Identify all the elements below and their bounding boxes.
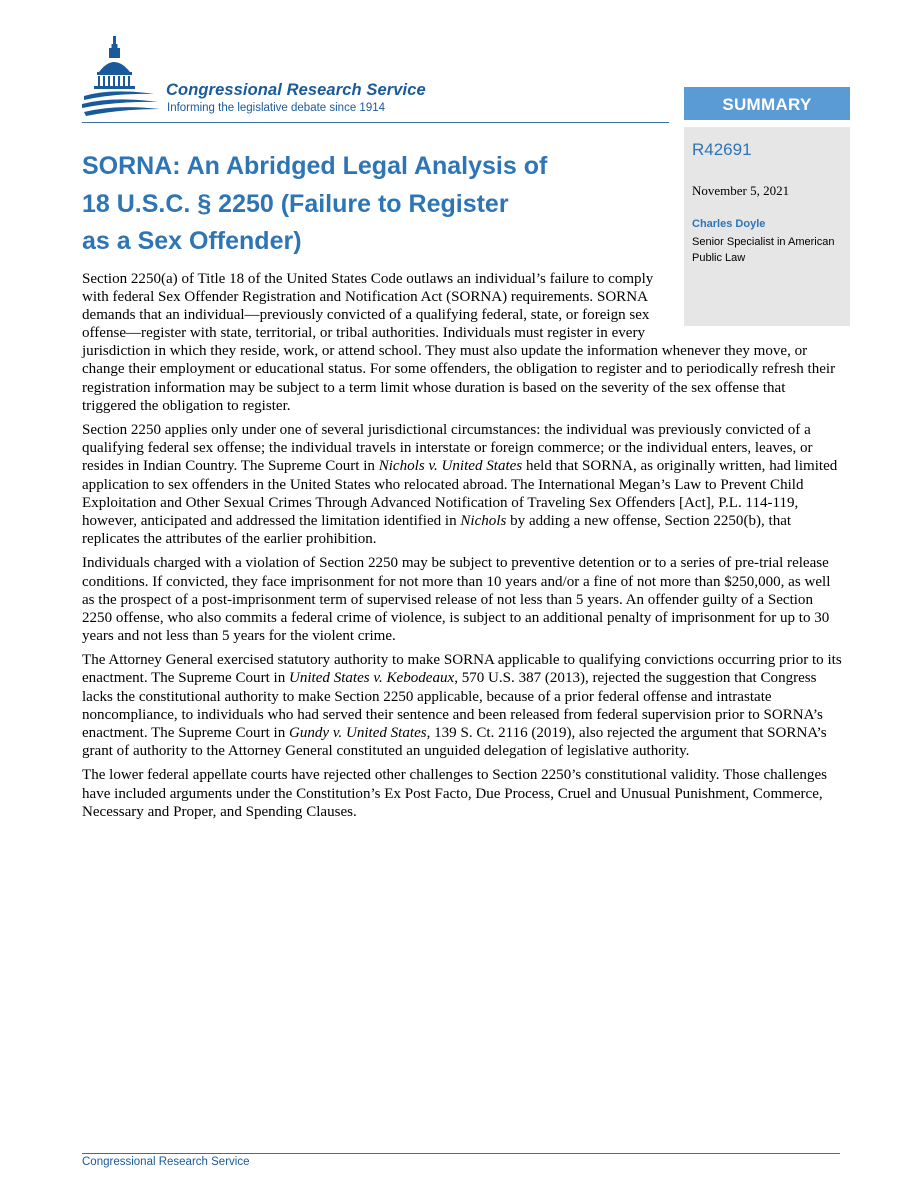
paragraph-4-text-a: The Attorney General exercised statutory authority to make SORNA applicable to qualifying convictions occurring prior to its enactment. The Supreme Court in [82,652,842,687]
author-name: Charles Doyle [692,218,766,230]
paragraph-2-text-a: Section 2250 applies only under one of several jurisdictional circumstances: the individual was previously convicted of a qualifying federal sex offense; the individual travels in interstate or foreign commerce; or the individual enters, leaves, or resides in Indian Country. The Supreme Court in [82,422,813,475]
paragraph-2 [82,421,842,548]
paragraph-3: Individuals charged with a violation of Section 2250 may be subject to preventive detention or to a series of pre-trial release conditions. If convicted, they face imprisonment for not more than 10 years and/or a fine of not more than $250,000, as well as the prospect of a post-imprisonment term of supervised release of not less than 5 years. An offender guilty of a Section 2250 offense, who also commits a federal crime of violence, is subject to an additional penalty of imprisonment for up to 30 years and not less than 5 years for the violent crime. [82,555,831,644]
summary-body [82,270,842,827]
paragraph-2-text-b: held that SORNA, as originally written, had limited application to sex offenders in the United States who relocated abroad. The International Megan’s Law to Prevent Child Exploitation and Other Sexual Crimes Through Advanced Notification of Traveling Sex Offenders [Act], P.L. 114-119, however, anticipated and addressed the limitation identified in [82,458,838,529]
paragraph-4-text-c: , 139 S. Ct. 2116 (2019), also rejected the argument that SORNA’s grant of authority to the Attorney General constituted an unguided delegation of legislative authority. [82,724,827,759]
title-line-1: SORNA: An Abridged Legal Analysis of [82,152,548,180]
report-number: R42691 [692,140,752,159]
paragraph-4 [82,651,842,760]
footer-org-name: Congressional Research Service [82,1156,250,1168]
report-date: November 5, 2021 [692,183,790,198]
case-name-kebodeaux: United States v. Kebodeaux [288,670,455,687]
footer-divider [82,1153,840,1154]
author-title: Senior Specialist in American Public Law [692,236,835,264]
case-name-gundy: Gundy v. United States [288,724,427,741]
case-name-nichols: Nichols v. United States [378,458,523,475]
crs-logo [82,36,482,126]
paragraph-4-text-b: , 570 U.S. 387 (2013), rejected the suggestion that Congress lacks the constitutional authority to make Section 2250 applicable, because of a prior federal offense and intrastate noncompliance, to individuals who had served their sentence and been released from federal supervision prior to SORNA’s enactment. The Supreme Court in [82,670,823,741]
paragraph-5: The lower federal appellate courts have rejected other challenges to Section 2250’s constitutional validity. Those challenges have included arguments under the Constitution’s Ex Post Facto, Due Process, Cruel and Unusual Punishment, Commerce, Necessary and Proper, and Spending Clauses. [82,767,827,820]
paragraph-1: Section 2250(a) of Title 18 of the United States Code outlaws an individual’s failure to comply with federal Sex Offender Registration and Notification Act (SORNA) requirements. SORNA demands that an individual—previously convicted of a qualifying federal, state, or foreign sex offense—register with state, territorial, or tribal authorities. Individuals must register in every jurisdiction in which they reside, work, or attend school. They must also update the information whenever they move, or change their employment or educational status. For some offenders, the obligation to register and to periodically refresh their registration information may be subject to a term limit whose duration is based on the severity of the sex offense that triggered the obligation to register. [82,271,836,414]
capitol-dome-icon [82,36,164,124]
title-line-2: 18 U.S.C. § 2250 (Failure to Register [82,189,509,218]
panel-spacer [670,270,842,326]
paragraph-2-text-c: by adding a new offense, Section 2250(b), that replicates the attributes of the earlier prohibition. [82,512,792,547]
org-name: Congressional Research Service [166,81,426,99]
title-line-3: as a Sex Offender) [82,227,302,255]
summary-tab: SUMMARY [684,87,850,120]
page-title [82,148,642,261]
header-divider [82,122,669,123]
org-tagline: Informing the legislative debate since 1914 [167,102,386,114]
case-name-nichols-short: Nichols [460,512,507,529]
